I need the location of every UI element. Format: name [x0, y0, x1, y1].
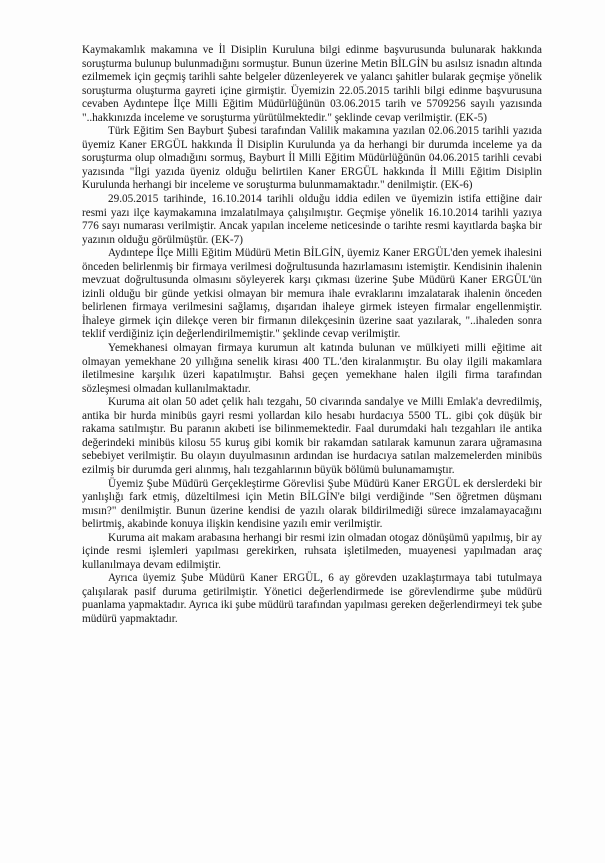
- paragraph-6: Kuruma ait olan 50 adet çelik halı tezgahı, 50 civarında sandalye ve Milli Emlak'a devredilmiş, antika bir hurda minibüs gayri resmi yollardan kilo hesabı hurdacıya 5500 TL. gibi çok düşük bir rakama satılmıştır. Bu paranın akıbeti ise bilinmemektedir. Faal durumdaki halı tezgahları ile antika değerindeki minibüs kilosu 55 kuruş gibi komik bir rakamdan satılarak kamunun zarara uğramasına sebebiyet verilmiştir. Bu olayın duyulmasının ardından ise hurdacıya satılan malzemelerden minibüs ezilmiş bir durumda geri alınmış, halı tezgahlarının büyük bölümü bulunamamıştır.: [82, 396, 542, 476]
- paragraph-9: Ayrıca üyemiz Şube Müdürü Kaner ERGÜL, 6 ay görevden uzaklaştırmaya tabi tutulmaya çalışılarak pasif duruma getirilmiştir. Yönetici değerlendirmede ise görevlendirme şube müdürü puanlama yapmaktadır. Ayrıca iki şube müdürü tarafından yapılması gereken değerlendirmeyi tek şube müdürü yapmaktadır.: [82, 572, 542, 625]
- document-body: [82, 44, 542, 627]
- paragraph-5: Yemekhanesi olmayan firmaya kurumun alt katında bulunan ve mülkiyeti milli eğitime ait olmayan yemekhane 20 yıllığına senelik kirası 400 TL.'den kiralanmıştır. Bu olay ilgili makamlara iletilmesine karşılık üzeri kapatılmıştır. Bahsi geçen yemekhane halen ilgili firma tarafından sözleşmesi olmadan kullanılmaktadır.: [82, 342, 542, 395]
- paragraph-4: Aydıntepe İlçe Milli Eğitim Müdürü Metin BİLGİN, üyemiz Kaner ERGÜL'den yemek ihalesini önceden belirlenmiş bir firmaya verilmesi doğrultusunda hazırlamasını istemiştir. Kendisinin ihalenin mevzuat doğrultusunda olmasını söyleyerek karşı çıkması üzerine Şube Müdürü Kaner ERGÜL'ün izinli olduğu bir günde yetkisi olmayan bir memura ihale evraklarını imzalatarak ihalenin önceden belirlenen firmaya verilmesini sağlamış, dışarıdan ihaleye girmek isteyen firmalar engellenmiştir. İhaleye girmek için dilekçe veren bir firmanın dilekçesinin üzerine saat yazılarak, "..ihaleden sonra teklif verdiğiniz için değerlendirilmemiştir." şeklinde cevap verilmiştir.: [82, 247, 542, 341]
- paragraph-7: Üyemiz Şube Müdürü Gerçekleştirme Görevlisi Şube Müdürü Kaner ERGÜL ek derslerdeki bir yanlışlığı fark etmiş, düzeltilmesi için Metin BİLGİN'e bilgi verdiğinde "Sen öğretmen düşmanı mısın?" denilmiştir. Bunun üzerine kendisi de yazılı olarak bildirilmediği sürece imzalamayacağını belirtmiş, akabinde konuya ilişkin kendisine yazılı emir verilmiştir.: [82, 477, 542, 531]
- paragraph-1: Kaymakamlık makamına ve İl Disiplin Kuruluna bilgi edinme başvurusunda bulunarak hakkında soruşturma bulunup bulunmadığını sormuştur. Bunun üzerine Metin BİLGİN bu asılsız isnadın altında ezilmemek için geçmiş tarihli sahte belgeler düzenleyerek ve yalancı şahitler bularak geçmişe yönelik soruşturma oluşturma gayreti içine girmiştir. Üyemizin 22.05.2015 tarihli bilgi edinme başvurusuna cevaben Aydıntepe İlçe Milli Eğitim Müdürlüğünün 03.06.2015 tarih ve 5709256 sayılı yazısında "..hakkınızda inceleme ve soruşturma yürütülmektedir." şeklinde cevap verilmiştir. (EK-5): [82, 44, 542, 124]
- paragraph-3: 29.05.2015 tarihinde, 16.10.2014 tarihli olduğu iddia edilen ve üyemizin istifa ettiğine dair resmi yazı ilçe kaymakamına imzalatılmaya çalışılmıştır. Geçmişe yönelik 16.10.2014 tarihli yazıya 776 sayı numarası verilmiştir. Ancak yapılan inceleme neticesinde o tarihte resmi kayıtlarda başka bir yazının olduğu görülmüştür. (EK-7): [82, 193, 542, 246]
- paragraph-8: Kuruma ait makam arabasına herhangi bir resmi izin olmadan otogaz dönüşümü yapılmış, bir ay içinde resmi işlemleri yapılması gerekirken, ruhsata işletilmeden, muayenesi yapılmadan araç kullanılmaya devam edilmiştir.: [82, 531, 542, 571]
- paragraph-2: Türk Eğitim Sen Bayburt Şubesi tarafından Valilik makamına yazılan 02.06.2015 tarihli yazıda üyemiz Kaner ERGÜL hakkında İl Disiplin Kurulunda ya da herhangi bir durumda inceleme ya da soruşturma olup olmadığını sormuş, Bayburt İl Milli Eğitim Müdürlüğünün 04.06.2015 tarihli cevabi yazısında "İlgi yazıda üyeniz olduğu belirtilen Kaner ERGÜL hakkında İl Milli Eğitim Disiplin Kurulunda herhangi bir inceleme ve soruşturma bulunmamaktadır." denilmiştir. (EK-6): [82, 125, 542, 192]
